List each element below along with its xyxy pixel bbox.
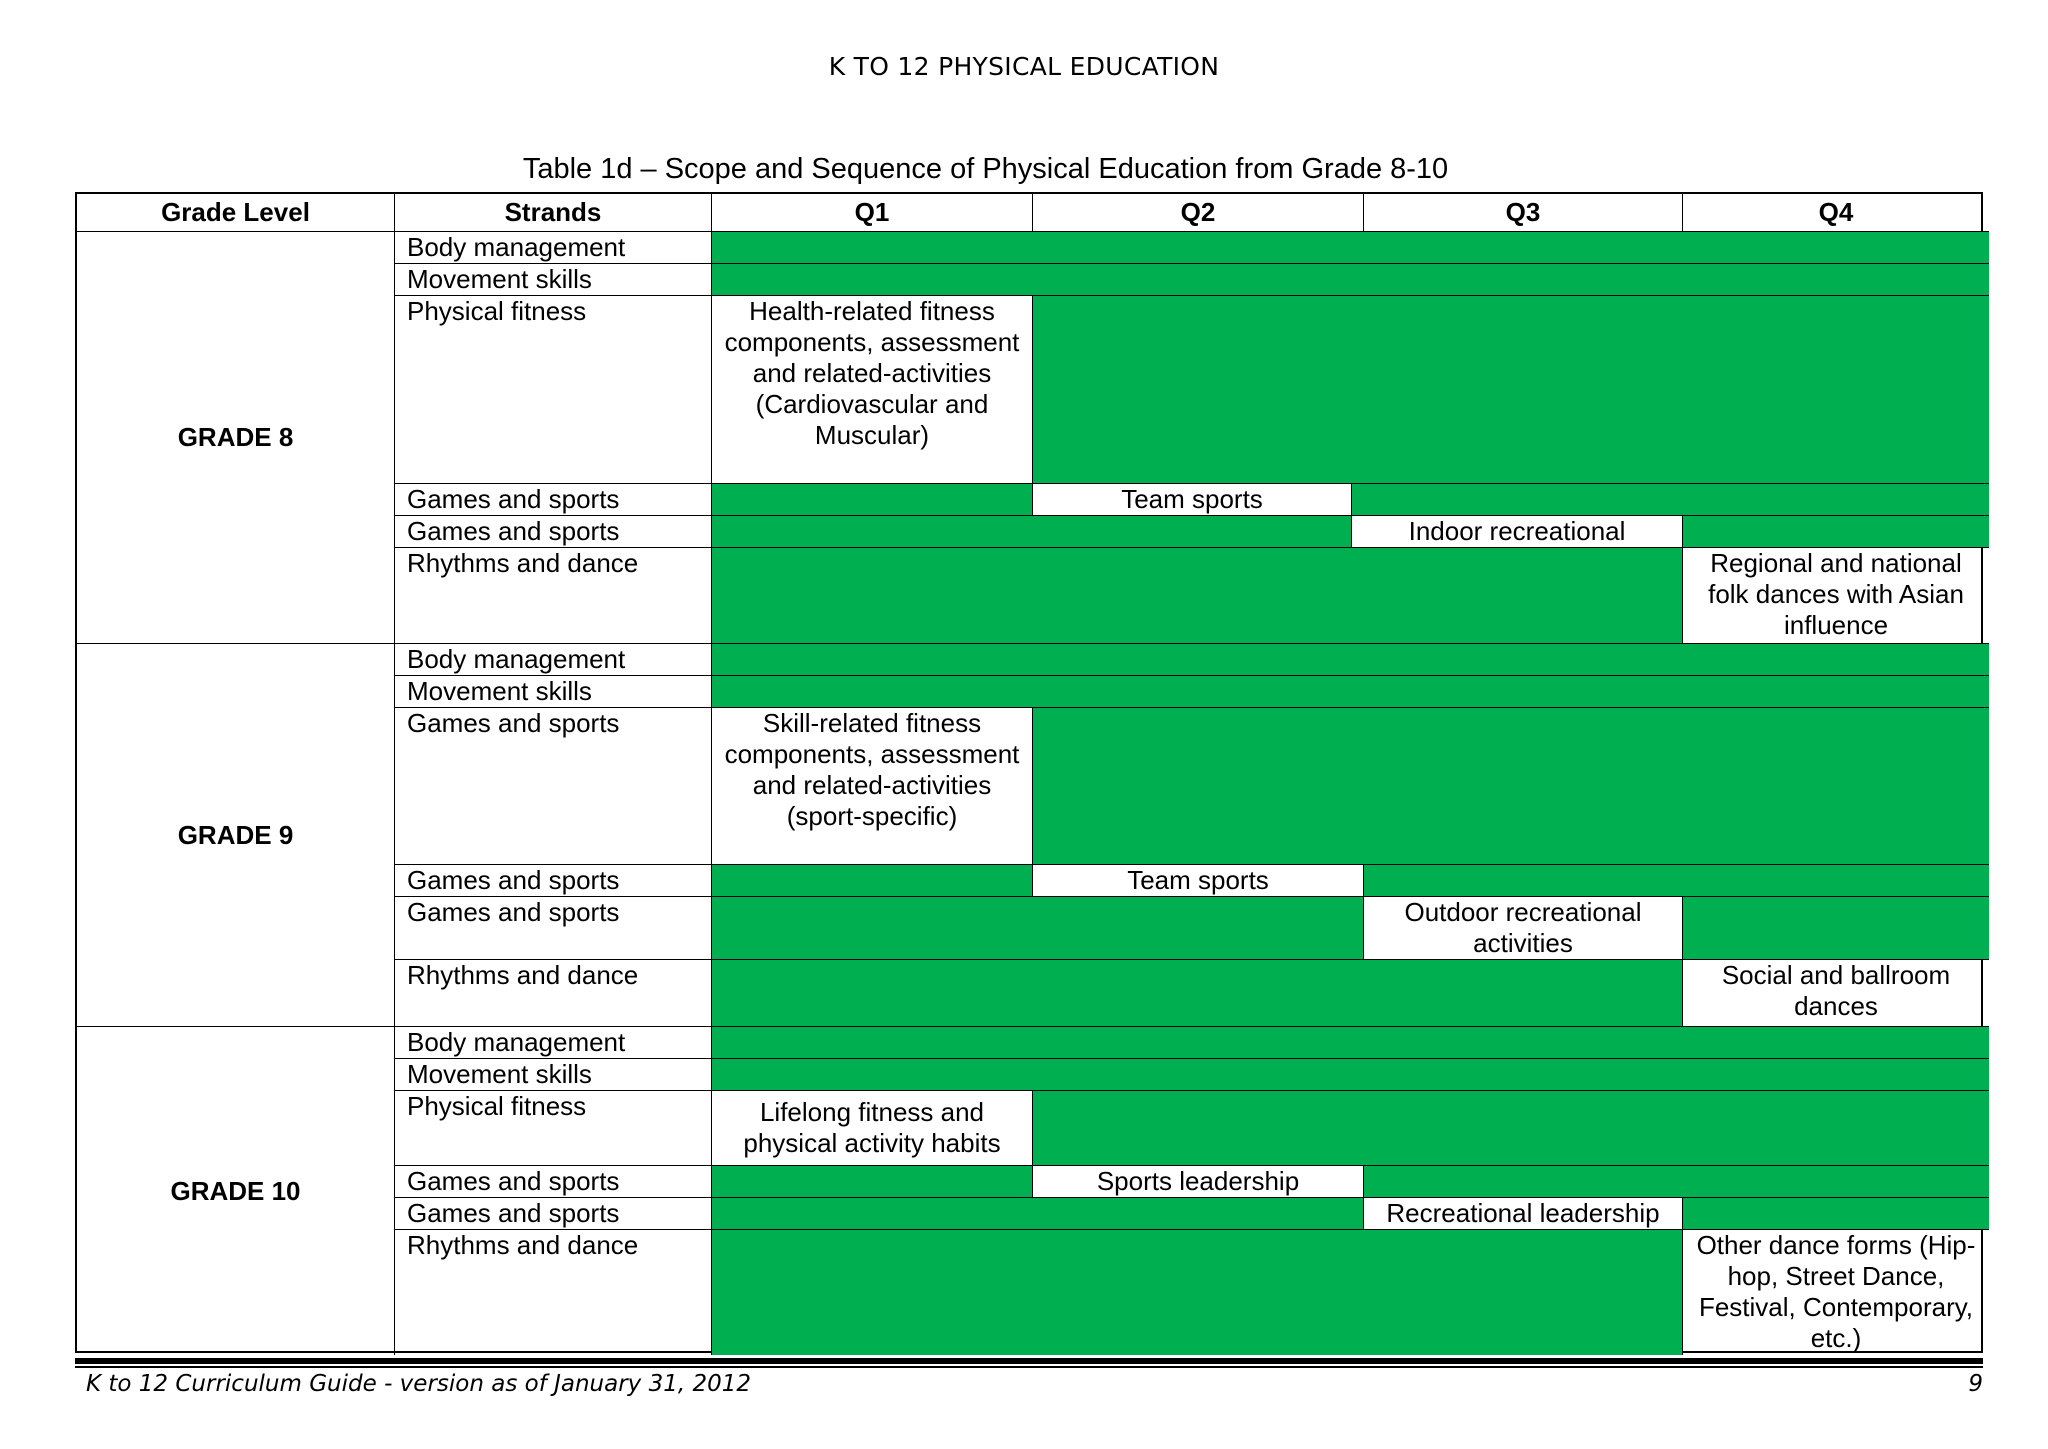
coverage-fill bbox=[712, 1166, 1033, 1198]
grade-label: GRADE 10 bbox=[77, 1027, 395, 1355]
coverage-fill bbox=[712, 1198, 1364, 1230]
footer-version: K to 12 Curriculum Guide - version as of January 31, 2012 bbox=[86, 1371, 752, 1397]
coverage-fill bbox=[1352, 484, 1989, 516]
coverage-fill bbox=[712, 548, 1683, 644]
coverage-fill bbox=[712, 264, 1989, 296]
q2-content: Team sports bbox=[1033, 865, 1364, 897]
grade-label: GRADE 9 bbox=[77, 644, 395, 1027]
q4-content: Other dance forms (Hip-hop, Street Dance, Festival, Contemporary, etc.) bbox=[1696, 1230, 1976, 1353]
q4-content: Regional and national folk dances with Asian influence bbox=[1683, 548, 1989, 644]
coverage-fill bbox=[1033, 708, 1989, 865]
q3-content: Recreational leadership bbox=[1364, 1198, 1683, 1230]
footer-rule bbox=[75, 1358, 1983, 1364]
coverage-fill bbox=[712, 1027, 1989, 1059]
strand-label: Body management bbox=[395, 232, 712, 264]
strand-label: Movement skills bbox=[395, 1059, 712, 1091]
strand-label: Games and sports bbox=[395, 897, 712, 960]
coverage-fill bbox=[712, 676, 1989, 708]
page-header: K TO 12 PHYSICAL EDUCATION bbox=[828, 52, 1220, 81]
strand-label: Body management bbox=[395, 644, 712, 676]
coverage-fill bbox=[712, 232, 1989, 264]
q2-content: Team sports bbox=[1033, 484, 1352, 516]
footer-rule-thin bbox=[75, 1366, 1983, 1368]
coverage-fill bbox=[712, 484, 1033, 516]
coverage-fill bbox=[1683, 516, 1989, 548]
coverage-fill bbox=[712, 1230, 1683, 1355]
strand-label: Movement skills bbox=[395, 676, 712, 708]
coverage-fill bbox=[1364, 865, 1989, 897]
coverage-fill bbox=[712, 960, 1683, 1027]
coverage-fill bbox=[1364, 1166, 1989, 1198]
col-header-strands: Strands bbox=[395, 194, 712, 232]
strand-label: Rhythms and dance bbox=[395, 1230, 712, 1355]
strand-label: Rhythms and dance bbox=[395, 548, 712, 644]
q3-content: Indoor recreational bbox=[1352, 516, 1683, 548]
strand-label: Games and sports bbox=[395, 484, 712, 516]
coverage-fill bbox=[1033, 1091, 1989, 1166]
col-header-q4: Q4 bbox=[1683, 194, 1989, 232]
strand-label: Games and sports bbox=[395, 865, 712, 897]
col-header-q3: Q3 bbox=[1364, 194, 1683, 232]
q4-content: Social and ballroom dances bbox=[1683, 960, 1989, 1027]
strand-label: Physical fitness bbox=[395, 296, 712, 484]
coverage-fill bbox=[712, 897, 1364, 960]
q3-content: Outdoor recreational activities bbox=[1364, 897, 1683, 960]
coverage-fill bbox=[712, 865, 1033, 897]
q1-content: Lifelong fitness and physical activity habits bbox=[712, 1091, 1033, 1166]
strand-label: Movement skills bbox=[395, 264, 712, 296]
coverage-fill bbox=[712, 1059, 1989, 1091]
strand-label: Body management bbox=[395, 1027, 712, 1059]
strand-label: Games and sports bbox=[395, 1166, 712, 1198]
coverage-fill bbox=[1033, 296, 1989, 484]
col-header-q2: Q2 bbox=[1033, 194, 1364, 232]
page-number: 9 bbox=[1968, 1371, 1983, 1397]
scope-sequence-table bbox=[75, 192, 1983, 1353]
coverage-fill bbox=[712, 516, 1352, 548]
strand-label: Games and sports bbox=[395, 708, 712, 865]
coverage-fill bbox=[712, 644, 1989, 676]
q2-content: Sports leadership bbox=[1033, 1166, 1364, 1198]
coverage-fill bbox=[1683, 897, 1989, 960]
col-header-q1: Q1 bbox=[712, 194, 1033, 232]
grade-label: GRADE 8 bbox=[77, 232, 395, 644]
q1-content: Health-related fitness components, assessment and related-activities (Cardiovascular and Muscular) bbox=[712, 296, 1033, 484]
coverage-fill bbox=[1683, 1198, 1989, 1230]
table-title: Table 1d – Scope and Sequence of Physical Education from Grade 8-10 bbox=[522, 153, 1449, 185]
q1-content: Skill-related fitness components, assessment and related-activities (sport-specific) bbox=[712, 708, 1033, 865]
strand-label: Physical fitness bbox=[395, 1091, 712, 1166]
strand-label: Games and sports bbox=[395, 1198, 712, 1230]
strand-label: Rhythms and dance bbox=[395, 960, 712, 1027]
col-header-grade-level: Grade Level bbox=[77, 194, 395, 232]
strand-label: Games and sports bbox=[395, 516, 712, 548]
